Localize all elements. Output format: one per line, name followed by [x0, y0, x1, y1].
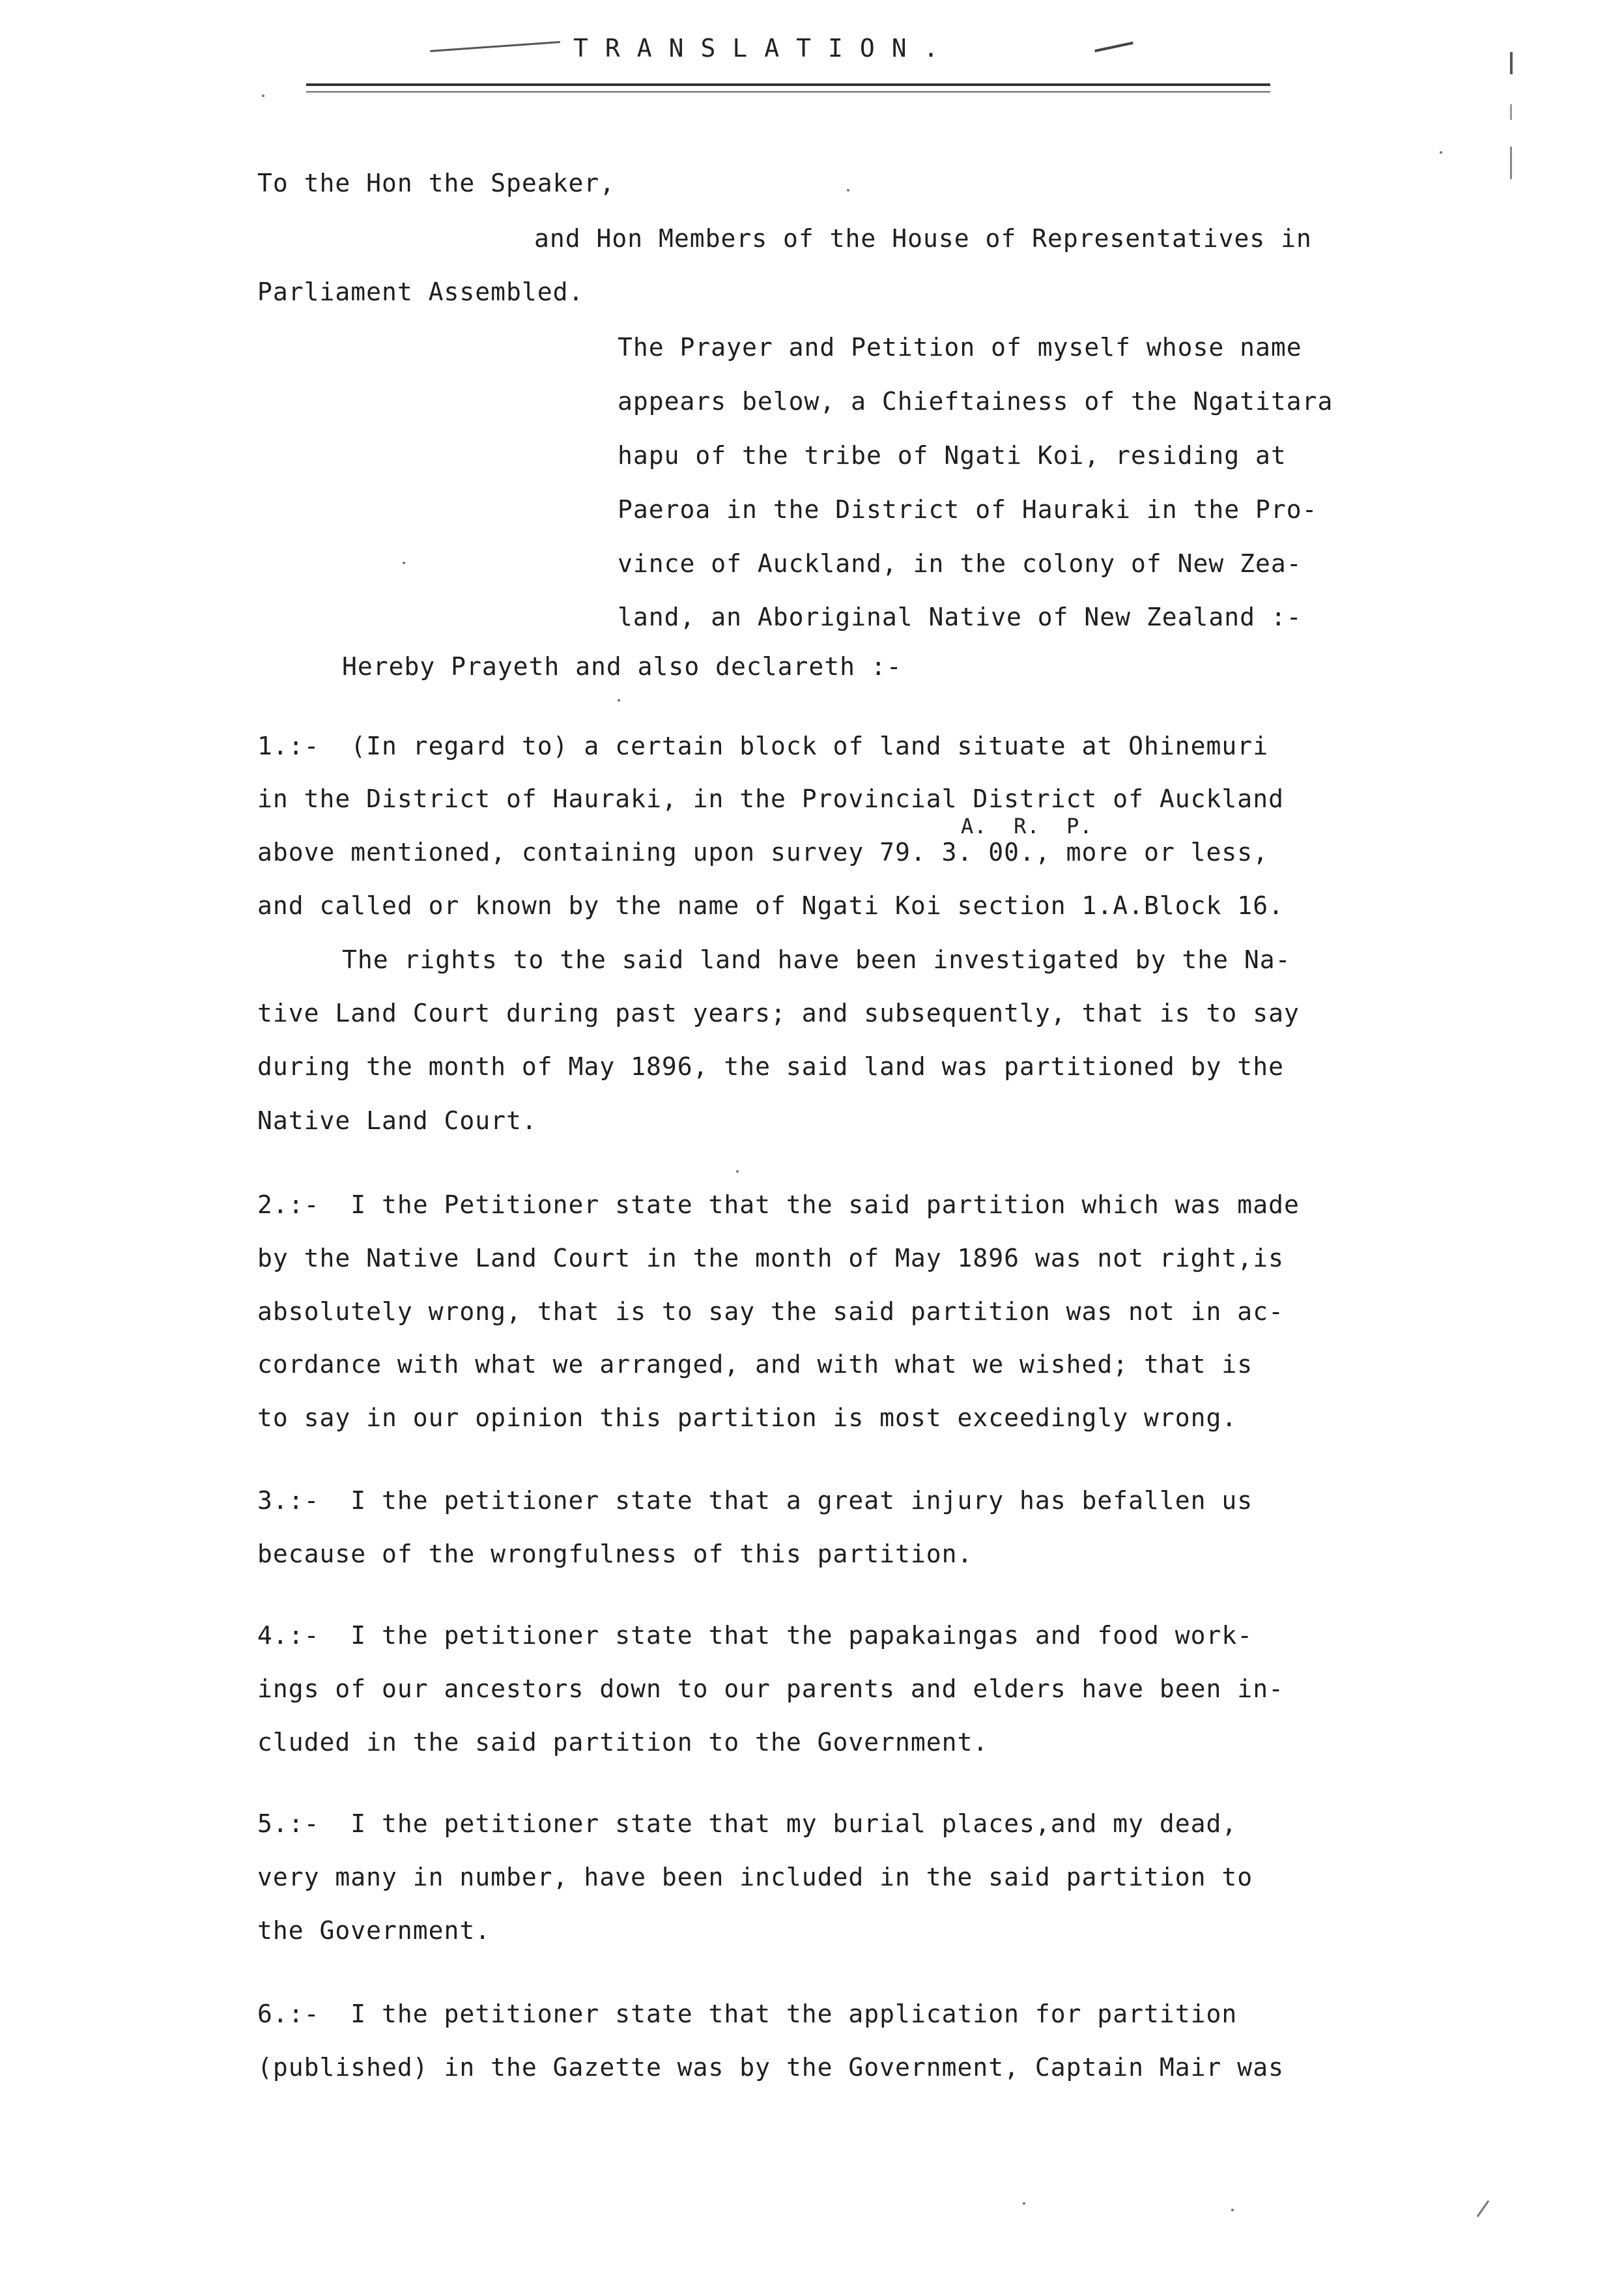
clause-4-line: 4.:- I the petitioner state that the papakaingas and food work-: [257, 1621, 1253, 1650]
salutation-line: and Hon Members of the House of Representatives in: [534, 224, 1312, 253]
scan-speck: [736, 1170, 739, 1173]
prayer-line: vince of Auckland, in the colony of New Zea-: [618, 549, 1302, 578]
clause-4-line: cluded in the said partition to the Government.: [257, 1728, 989, 1757]
clause-2-line: absolutely wrong, that is to say the said partition was not in ac-: [257, 1297, 1284, 1326]
clause-1-line: tive Land Court during past years; and subsequently, that is to say: [257, 999, 1300, 1027]
margin-mark: [1510, 147, 1512, 179]
margin-mark: [1510, 52, 1513, 74]
clause-1-line: during the month of May 1896, the said land was partitioned by the: [257, 1052, 1284, 1081]
clause-2-line: by the Native Land Court in the month of May 1896 was not right,is: [257, 1244, 1284, 1272]
clause-3-line: 3.:- I the petitioner state that a great injury has befallen us: [257, 1486, 1253, 1515]
clause-5-line: 5.:- I the petitioner state that my burial places,and my dead,: [257, 1809, 1238, 1838]
clause-5-line: the Government.: [257, 1916, 491, 1945]
clause-1-line: The rights to the said land have been investigated by the Na-: [342, 945, 1291, 974]
clause-1-line: above mentioned, containing upon survey 79. 3. 00., more or less,: [257, 838, 1269, 867]
prayer-line: hapu of the tribe of Ngati Koi, residing at: [618, 441, 1287, 470]
scan-speck: [1477, 2200, 1490, 2217]
clause-1-line: Native Land Court.: [257, 1106, 537, 1135]
scan-speck: [1231, 2209, 1234, 2211]
prayer-line: Paeroa in the District of Hauraki in the Pro-: [618, 495, 1318, 524]
heading-flourish-right: [1094, 42, 1133, 52]
scan-speck: [1440, 151, 1442, 154]
scan-speck: [618, 699, 620, 702]
prayer-line: appears below, a Chieftainess of the Ngatitara: [618, 387, 1333, 416]
heading-flourish-left: [430, 41, 560, 52]
scan-speck: [262, 94, 264, 97]
heading-rule-thin: [306, 91, 1270, 93]
clause-1-line: 1.:- (In regard to) a certain block of land situate at Ohinemuri: [257, 732, 1269, 760]
salutation-line: Parliament Assembled.: [257, 278, 584, 306]
clause-3-line: because of the wrongfulness of this partition.: [257, 1540, 973, 1568]
scan-speck: [403, 562, 405, 564]
prayer-line: The Prayer and Petition of myself whose name: [618, 333, 1302, 362]
area-units-label: A. R. P.: [961, 814, 1093, 839]
clause-5-line: very many in number, have been included in the said partition to: [257, 1863, 1253, 1891]
scan-speck: [847, 189, 849, 192]
salutation-line: To the Hon the Speaker,: [257, 169, 616, 197]
clause-1-line: in the District of Hauraki, in the Provincial District of Auckland: [257, 784, 1284, 813]
clause-2-line: 2.:- I the Petitioner state that the said partition which was made: [257, 1190, 1300, 1219]
margin-mark: [1510, 104, 1512, 120]
heading-rule: [306, 83, 1270, 86]
clause-2-line: to say in our opinion this partition is most exceedingly wrong.: [257, 1403, 1238, 1432]
clause-1-line: and called or known by the name of Ngati Koi section 1.A.Block 16.: [257, 891, 1284, 920]
scan-speck: [1023, 2202, 1025, 2205]
clause-2-line: cordance with what we arranged, and with what we wished; that is: [257, 1350, 1253, 1379]
prayer-line: land, an Aboriginal Native of New Zealand :-: [618, 603, 1302, 631]
prayer-line: Hereby Prayeth and also declareth :-: [342, 652, 902, 681]
clause-4-line: ings of our ancestors down to our parents and elders have been in-: [257, 1674, 1284, 1703]
clause-6-line: 6.:- I the petitioner state that the application for partition: [257, 2000, 1238, 2028]
document-heading: TRANSLATION.: [573, 34, 956, 63]
clause-6-line: (published) in the Gazette was by the Government, Captain Mair was: [257, 2053, 1284, 2082]
